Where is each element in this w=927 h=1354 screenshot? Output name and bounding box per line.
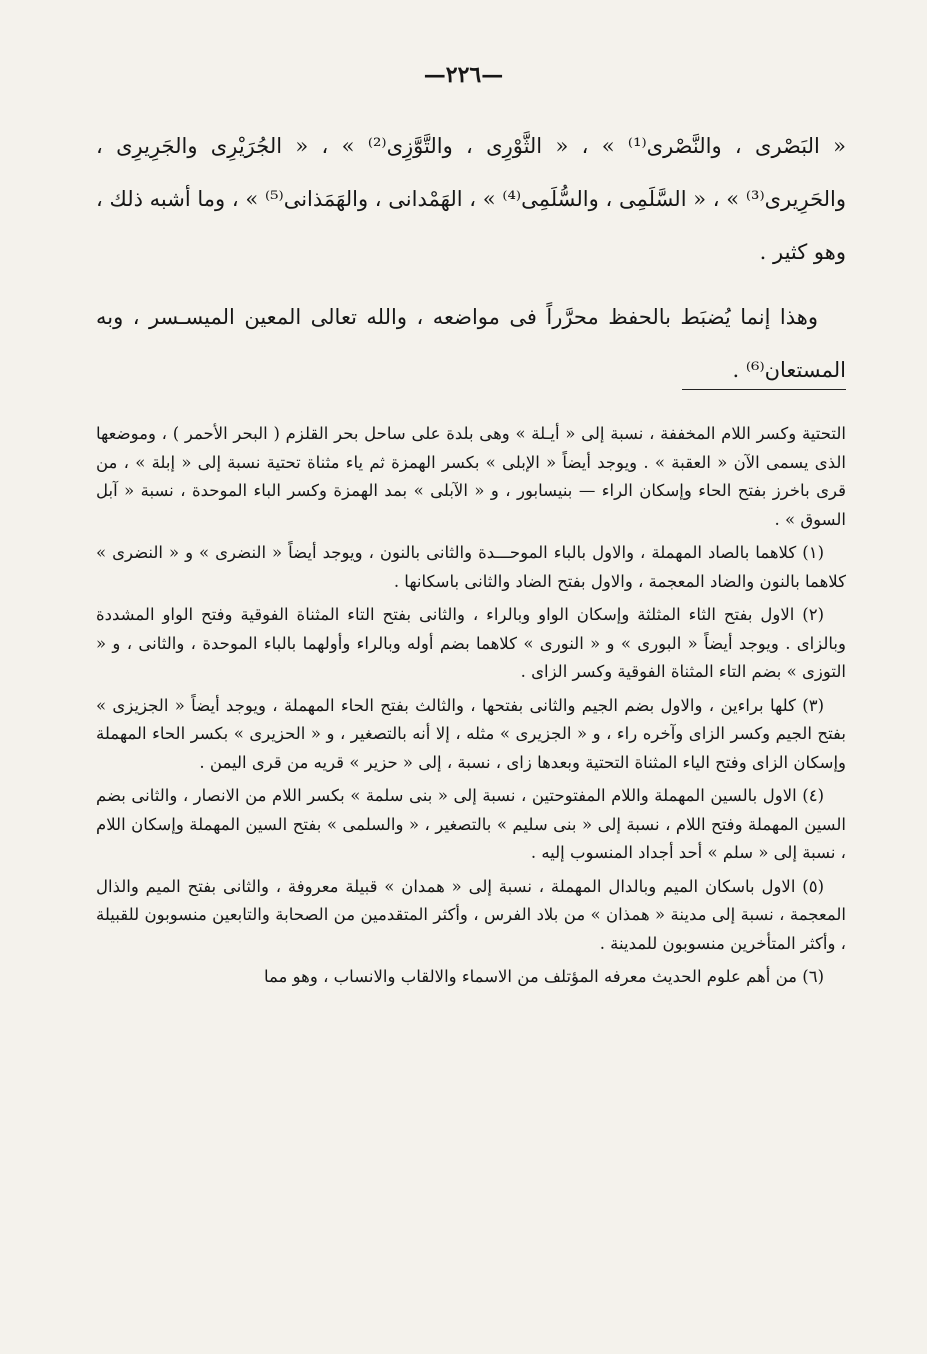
page-number: —٢٢٦— (423, 62, 504, 88)
main-paragraph-1: « البَصْرى ، والنَّصْرى⁽¹⁾ » ، « الثَّوْرِى ، والتَّوَّزِى⁽²⁾ » ، « الجُرَيْرِى والجَرِيرِى ، والحَرِيرى⁽³⁾ » ، « السَّلَمِى ، والسُّلَمِى⁽⁴⁾ » ، الهَمْدانى ، والهَمَذانى⁽⁵⁾ » ، وما أشبه ذلك ، وهو كثير . (96, 134, 847, 264)
footnote-4: (٤) الاول بالسين المهملة واللام المفتوحتين ، نسبة إلى « بنى سلمة » بكسر اللام من الانصار ، والثانى بضم السين المهملة وفتح اللام ، نسبة إلى « بنى سليم » بالتصغير ، « والسلمى » بفتح السين المهملة وإسكان اللام ، نسبة إلى « سلم » أحد أجداد المنسوب إليه . (96, 786, 846, 862)
footnote-6: (٦) من أهم علوم الحديث معرفه المؤتلف من الاسماء والالقاب والانساب ، وهو مما (263, 967, 824, 986)
footnote-2: (٢) الاول بفتح الثاء المثلثة وإسكان الواو وبالراء ، والثانى بفتح التاء المثناة الفوقية وفتح الواو المشددة وبالزاى . ويوجد أيضاً « البورى » و « النورى » كلاهما بضم أوله وبالراء وأولهما بالباء الموحدة ، والثانى ، و « التوزى » بضم التاء المثناة الفوقية وكسر الزاى . (96, 605, 846, 681)
footnote-3: (٣) كلها براءين ، والاول بضم الجيم والثانى بفتحها ، والثالث بفتح الحاء المهملة ، ويوجد أيضاً « الجزيزى » بفتح الجيم وكسر الزاى وآخره راء ، و « الجزيرى » مثله ، إلا أنه بالتصغير ، و « الحزيرى » بكسر الحاء المهملة وإسكان الزاى وفتح الياء المثناة التحتية وبعدها زاى ، نسبة ، إلى « حزير » قريه من قرى اليمن . (96, 695, 846, 772)
footnote-continuation: التحتية وكسر اللام المخففة ، نسبة إلى « أيـلة » وهى بلدة على ساحل بحر القلزم ( البحر الأحمر ) ، وموضعها الذى يسمى الآن « العقبة » . ويوجد أيضاً « الإبلى » بكسر الهمزة ثم ياء مثناة تحتية نسبة إلى « إبلة » ، من قرى باخرز بفتح الحاء وإسكان الراء — بنيسابور ، و « الآبلى » بمد الهمزة وكسر الباء الموحدة ، نسبة « آبل السوق » . (96, 424, 846, 529)
footnote-1: (١) كلاهما بالصاد المهملة ، والاول بالباء الموحـــدة والثانى بالنون ، ويوجد أيضاً « النضرى » و « النضرى » كلاهما بالنون والضاد المعجمة ، والاول بفتح الضاد والثانى باسكانها . (96, 543, 846, 591)
main-text (96, 120, 846, 397)
footnote-separator (682, 389, 846, 390)
footnotes (96, 420, 846, 997)
footnote-5: (٥) الاول باسكان الميم وبالدال المهملة ، نسبة إلى « همدان » قبيلة معروفة ، والثانى بفتح الميم والذال المعجمة ، نسبة إلى مدينة « همذان » من بلاد الفرس ، وأكثر المتقدمين من الصحابة والتابعين منسوبون للقبيلة ، وأكثر المتأخرين منسوبون للمدينة . (96, 876, 846, 953)
main-paragraph-2: وهذا إنما يُضبَط بالحفظ محرَّراً فى مواضعه ، والله تعالى المعين الميسـسر ، وبه المستعان⁽⁶⁾ . (96, 305, 846, 382)
